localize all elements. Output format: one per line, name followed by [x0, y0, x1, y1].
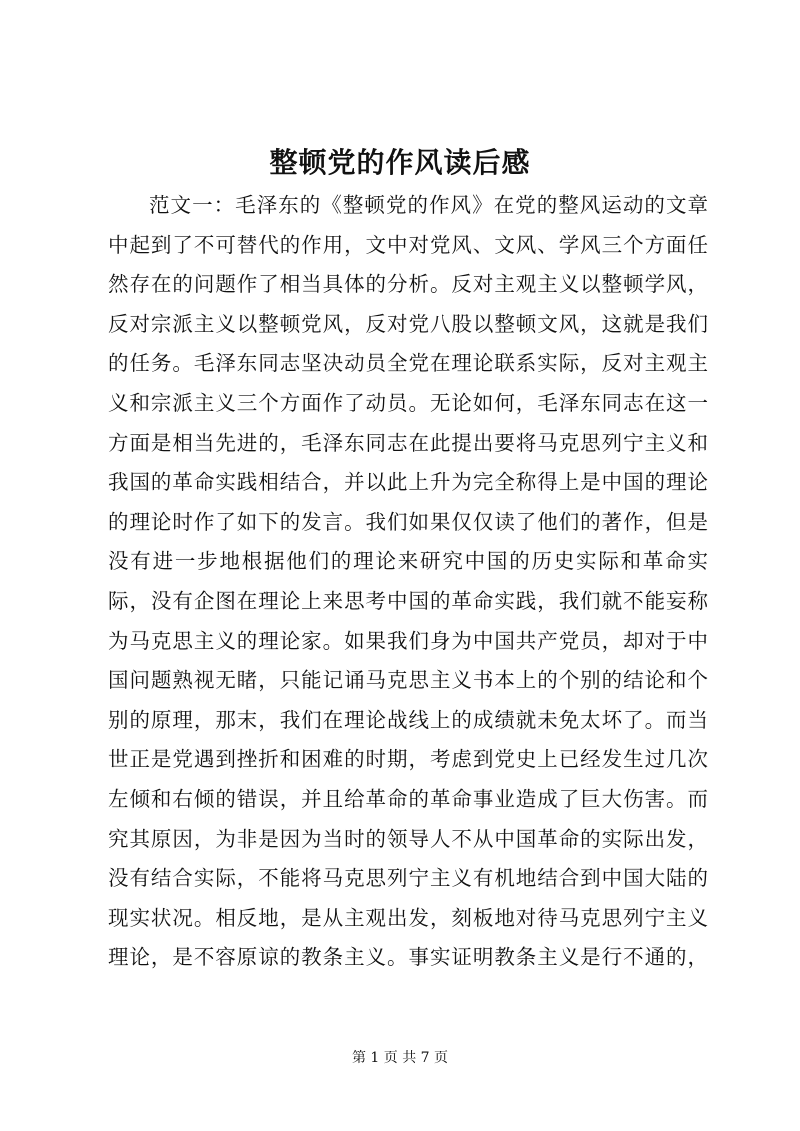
body-line: 的理论时作了如下的发言。我们如果仅仅读了他们的著作，但是	[108, 509, 708, 534]
body-line: 我国的革命实践相结合，并以此上升为完全称得上是中国的理论	[108, 470, 708, 495]
body-line: 究其原因，为非是因为当时的领导人不从中国革命的实际出发，	[108, 826, 708, 851]
page-number-footer: 第 1 页 共 7 页	[351, 1050, 449, 1066]
body-line: 理论，是不容原谅的教条主义。事实证明教条主义是行不通的，	[108, 945, 708, 970]
body-line: 国问题熟视无睹，只能记诵马克思主义书本上的个别的结论和个	[108, 668, 708, 693]
body-line: 义和宗派主义三个方面作了动员。无论如何，毛泽东同志在这一	[108, 390, 708, 415]
body-line: 现实状况。相反地，是从主观出发，刻板地对待马克思列宁主义	[108, 905, 708, 930]
body-line: 范文一：毛泽东的《整顿党的作风》在党的整风运动的文章	[149, 193, 708, 217]
document-body	[108, 186, 708, 978]
document-title: 整顿党的作风读后感	[269, 146, 531, 179]
body-line: 别的原理，那末，我们在理论战线上的成绩就未免太坏了。而当	[108, 707, 708, 732]
body-line: 为马克思主义的理论家。如果我们身为中国共产党员，却对于中	[108, 628, 708, 653]
body-line: 世正是党遇到挫折和困难的时期，考虑到党史上已经发生过几次	[108, 747, 708, 772]
body-line: 没有结合实际，不能将马克思列宁主义有机地结合到中国大陆的	[108, 866, 708, 891]
body-line: 没有进一步地根据他们的理论来研究中国的历史实际和革命实	[108, 549, 708, 574]
body-line: 方面是相当先进的，毛泽东同志在此提出要将马克思列宁主义和	[108, 430, 708, 455]
body-line: 中起到了不可替代的作用，文中对党风、文风、学风三个方面任	[108, 232, 708, 257]
body-line: 左倾和右倾的错误，并且给革命的革命事业造成了巨大伤害。而	[108, 786, 708, 811]
body-line: 的任务。毛泽东同志坚决动员全党在理论联系实际，反对主观主	[108, 351, 708, 376]
body-line: 然存在的问题作了相当具体的分析。反对主观主义以整顿学风，	[108, 272, 708, 297]
body-line: 反对宗派主义以整顿党风，反对党八股以整顿文风，这就是我们	[108, 311, 708, 336]
body-line: 际，没有企图在理论上来思考中国的革命实践，我们就不能妄称	[108, 588, 708, 613]
